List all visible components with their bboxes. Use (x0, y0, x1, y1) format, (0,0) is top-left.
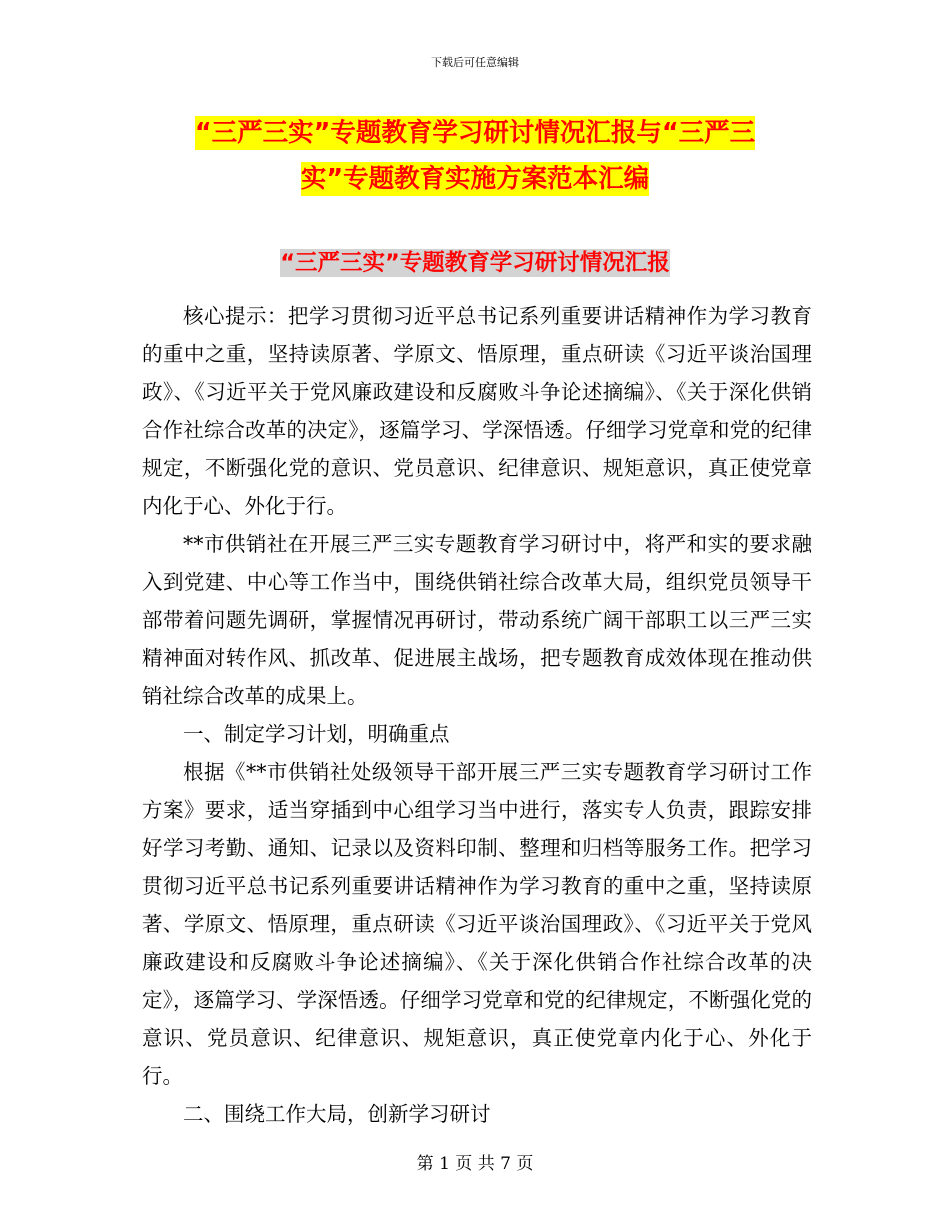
paragraph-section-1: 根据《**市供销社处级领导干部开展三严三实专题教育学习研讨工作方案》要求，适当穿插到中心组学习当中进行，落实专人负责，跟踪安排好学习考勤、通知、记录以及资料印制、整理和归档等服务工作。把学习贯彻习近平总书记系列重要讲话精神作为学习教育的重中之重，坚持读原著、学原文、悟原理，重点研读《习近平谈治国理政》、《习近平关于党风廉政建设和反腐败斗争论述摘编》、《关于深化供销合作社综合改革的决定》，逐篇学习、学深悟透。仔细学习党章和党的纪律规定，不断强化党的意识、党员意识、纪律意识、规矩意识，真正使党章内化于心、外化于行。 (142, 760, 812, 1088)
document-title (0, 110, 950, 202)
paragraph-core-tip: 核心提示：把学习贯彻习近平总书记系列重要讲话精神作为学习教育的重中之重，坚持读原著、学原文、悟原理，重点研读《习近平谈治国理政》、《习近平关于党风廉政建设和反腐败斗争论述摘编》、《关于深化供销合作社综合改革的决定》，逐篇学习、学深悟透。仔细学习党章和党的纪律规定，不断强化党的意识、党员意识、纪律意识、规矩意识，真正使党章内化于心、外化于行。 (142, 304, 812, 518)
paragraph-intro: **市供销社在开展三严三实专题教育学习研讨中，将严和实的要求融入到党建、中心等工作当中，围绕供销社综合改革大局，组织党员领导干部带着问题先调研，掌握情况再研讨，带动系统广阔干部职工以三严三实精神面对转作风、抓改革、促进展主战场，把专题教育成效体现在推动供销社综合改革的成果上。 (142, 532, 812, 708)
section-title (0, 246, 950, 280)
footer-total-pages: 7 (500, 1154, 511, 1174)
title-line-2: 实”专题教育实施方案范本汇编 (300, 164, 650, 194)
heading-section-2: 二、围绕工作大局，创新学习研讨 (183, 1102, 491, 1126)
footer-middle: 页 共 (455, 1154, 495, 1174)
heading-section-1: 一、制定学习计划，明确重点 (183, 722, 450, 746)
footer-page-number: 1 (439, 1154, 450, 1174)
page-footer (0, 1153, 950, 1175)
footer-suffix: 页 (516, 1154, 534, 1174)
title-line-1: “三严三实”专题教育学习研讨情况汇报与“三严三 (194, 118, 756, 148)
footer-prefix: 第 (416, 1154, 434, 1174)
header-note: 下载后可任意编辑 (431, 56, 519, 69)
document-body (142, 297, 812, 1133)
section-title-text: “三严三实”专题教育学习研讨情况汇报 (280, 250, 670, 276)
